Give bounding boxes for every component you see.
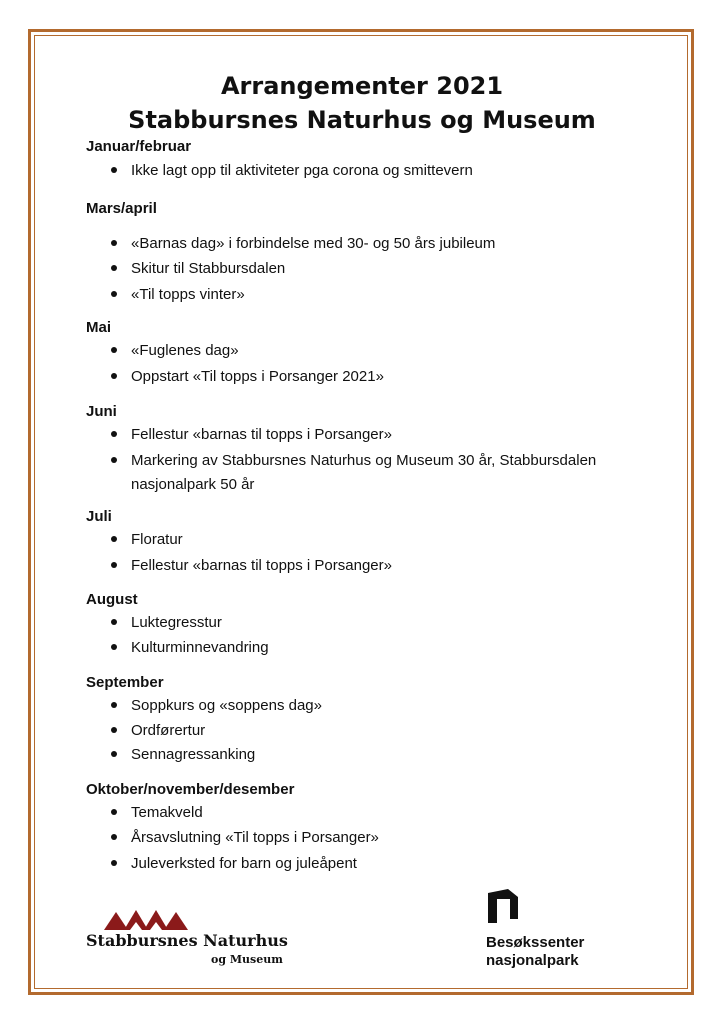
logo-text-line1: Besøkssenter <box>486 934 585 951</box>
bullet-icon <box>111 536 117 542</box>
bullet-icon <box>111 265 117 271</box>
section-heading: August <box>86 591 138 608</box>
section-heading: Oktober/november/desember <box>86 781 295 798</box>
bullet-icon <box>111 347 117 353</box>
section-heading: September <box>86 674 164 691</box>
bullet-icon <box>111 751 117 757</box>
section-heading: Mai <box>86 319 112 336</box>
section-heading: Januar/februar <box>86 138 192 155</box>
logo-name: Stabbursnes Naturhus <box>86 931 288 950</box>
bullet-icon <box>111 644 117 650</box>
besokssenter-nasjonalpark-logo <box>486 889 606 974</box>
section-heading: Juni <box>86 403 117 420</box>
bullet-icon <box>111 619 117 625</box>
logo-text-line2: nasjonalpark <box>486 952 579 969</box>
section-heading: Mars/april <box>86 200 157 217</box>
bullet-icon <box>111 860 117 866</box>
nasjonalpark-portal-icon <box>488 889 518 923</box>
bullet-icon <box>111 562 117 568</box>
bullet-icon <box>111 809 117 815</box>
bullet-icon <box>111 457 117 463</box>
logo-subtitle: og Museum <box>211 953 283 966</box>
bullet-icon <box>111 240 117 246</box>
document-title: Arrangementer 2021 <box>220 72 504 100</box>
event-schedule: Januar/februar Ikke lagt opp til aktiviteter pga corona og smittevern Mars/april «Barnas dag» i forbindelse med 30- og 50 års jubileum Skitur til Stabbursdalen «Til topps vinter» Mai «Fuglenes dag» Oppstart «Til topps i Porsanger 2021» Juni Fellestur «barnas til topps i Porsanger» Markering av Stabbursnes Naturhus og Museum 30 år, Stabbursdalen nasjonalpark 50 år Juli Floratur Fellestur «barnas til topps i Porsanger» August Luktegresstur Kulturminnevandring September Soppkurs og «soppens dag» Ordførertur Sennagressanking Oktober/november/desember Temakveld Årsavslutning «Til topps i Porsanger» Juleverksted for barn og juleåpent <box>86 138 597 872</box>
bullet-icon <box>111 834 117 840</box>
stabbur-roof-logo-icon <box>104 908 188 932</box>
bullet-icon <box>111 702 117 708</box>
bullet-icon <box>111 727 117 733</box>
section-heading: Juli <box>86 508 112 525</box>
bullet-icon <box>111 291 117 297</box>
bullet-icon <box>111 373 117 379</box>
bullet-icon <box>111 167 117 173</box>
bullet-icon <box>111 431 117 437</box>
stabbursnes-logo <box>86 903 286 973</box>
document-subtitle: Stabbursnes Naturhus og Museum <box>128 106 596 134</box>
